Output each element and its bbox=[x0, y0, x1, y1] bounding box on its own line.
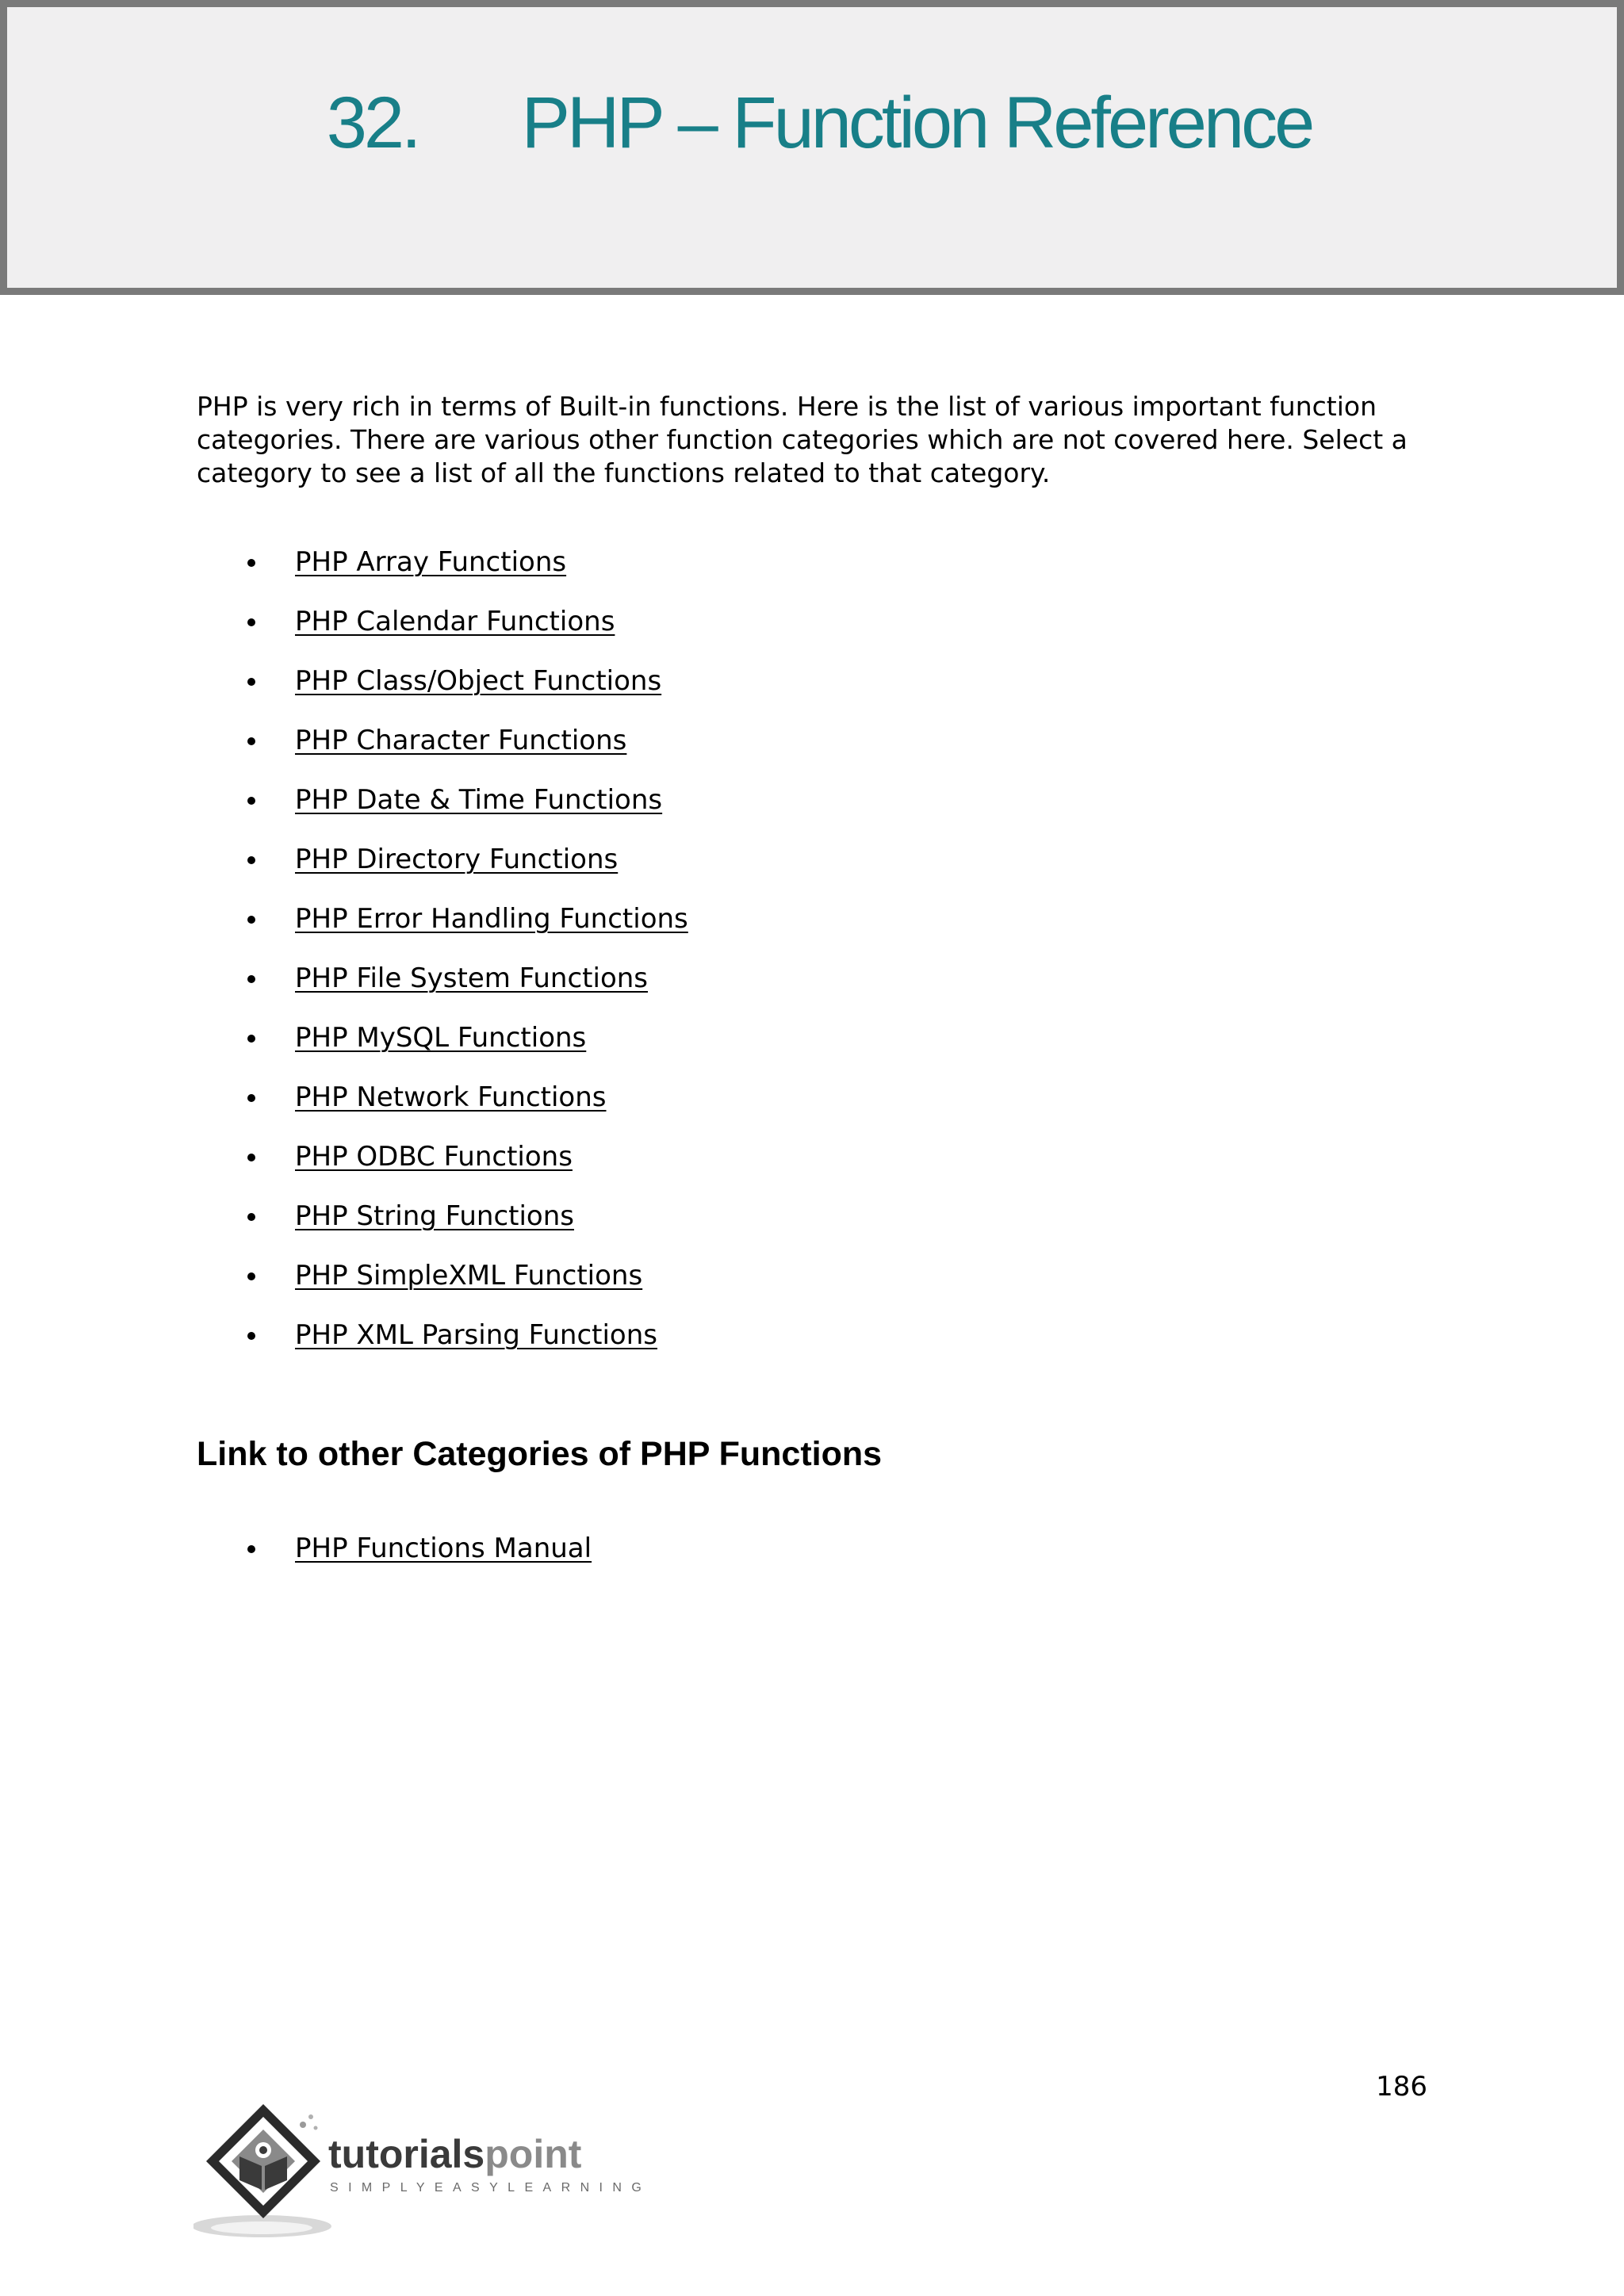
list-item bbox=[197, 1021, 688, 1081]
functions-manual-link[interactable]: PHP Functions Manual bbox=[295, 1533, 592, 1564]
chapter-title-text: PHP – Function Reference bbox=[521, 82, 1312, 163]
category-link-mysql[interactable]: PHP MySQL Functions bbox=[295, 1022, 587, 1054]
category-link-odbc[interactable]: PHP ODBC Functions bbox=[295, 1141, 573, 1173]
category-link-network[interactable]: PHP Network Functions bbox=[295, 1081, 607, 1113]
category-link-file-system[interactable]: PHP File System Functions bbox=[295, 962, 649, 994]
chapter-number: 32. bbox=[326, 82, 419, 163]
category-link-string[interactable]: PHP String Functions bbox=[295, 1200, 574, 1232]
list-item bbox=[197, 545, 688, 605]
category-link-character[interactable]: PHP Character Functions bbox=[295, 725, 627, 756]
category-link-xml-parsing[interactable]: PHP XML Parsing Functions bbox=[295, 1319, 657, 1351]
tutorialspoint-logo bbox=[193, 2101, 669, 2244]
list-item bbox=[197, 724, 688, 783]
list-item bbox=[197, 664, 688, 724]
section-heading: Link to other Categories of PHP Functions bbox=[197, 1435, 883, 1473]
list-item bbox=[197, 843, 688, 902]
category-link-class-object[interactable]: PHP Class/Object Functions bbox=[295, 665, 662, 697]
category-link-calendar[interactable]: PHP Calendar Functions bbox=[295, 606, 615, 637]
category-link-simplexml[interactable]: PHP SimpleXML Functions bbox=[295, 1260, 643, 1292]
list-item bbox=[197, 1259, 688, 1318]
list-item bbox=[197, 1081, 688, 1140]
category-link-date-time[interactable]: PHP Date & Time Functions bbox=[295, 784, 663, 816]
list-item bbox=[197, 1532, 592, 1591]
intro-paragraph: PHP is very rich in terms of Built-in functions. Here is the list of various important function categories. There are various other function categories which are not covered here. Select a category to see a list of all the functions related to that category. bbox=[197, 391, 1408, 488]
logo-tagline: SIMPLYEASYLEARNING bbox=[330, 2181, 652, 2195]
category-link-error-handling[interactable]: PHP Error Handling Functions bbox=[295, 903, 688, 935]
list-item bbox=[197, 1200, 688, 1259]
chapter-header bbox=[0, 0, 1624, 295]
list-item bbox=[197, 902, 688, 962]
page-number: 186 bbox=[1376, 2071, 1427, 2103]
list-item bbox=[197, 783, 688, 843]
list-item bbox=[197, 605, 688, 664]
list-item bbox=[197, 1140, 688, 1200]
other-links-list bbox=[197, 1532, 592, 1591]
logo-emblem bbox=[193, 2104, 331, 2237]
chapter-title bbox=[7, 82, 1624, 163]
list-item bbox=[197, 1318, 688, 1378]
category-list bbox=[197, 545, 688, 1378]
category-link-directory[interactable]: PHP Directory Functions bbox=[295, 844, 619, 875]
list-item bbox=[197, 962, 688, 1021]
logo-brand-main: tutorials bbox=[328, 2132, 485, 2176]
logo-wordmark bbox=[328, 2132, 582, 2176]
logo-brand-accent: point bbox=[485, 2132, 582, 2176]
category-link-array[interactable]: PHP Array Functions bbox=[295, 546, 567, 578]
